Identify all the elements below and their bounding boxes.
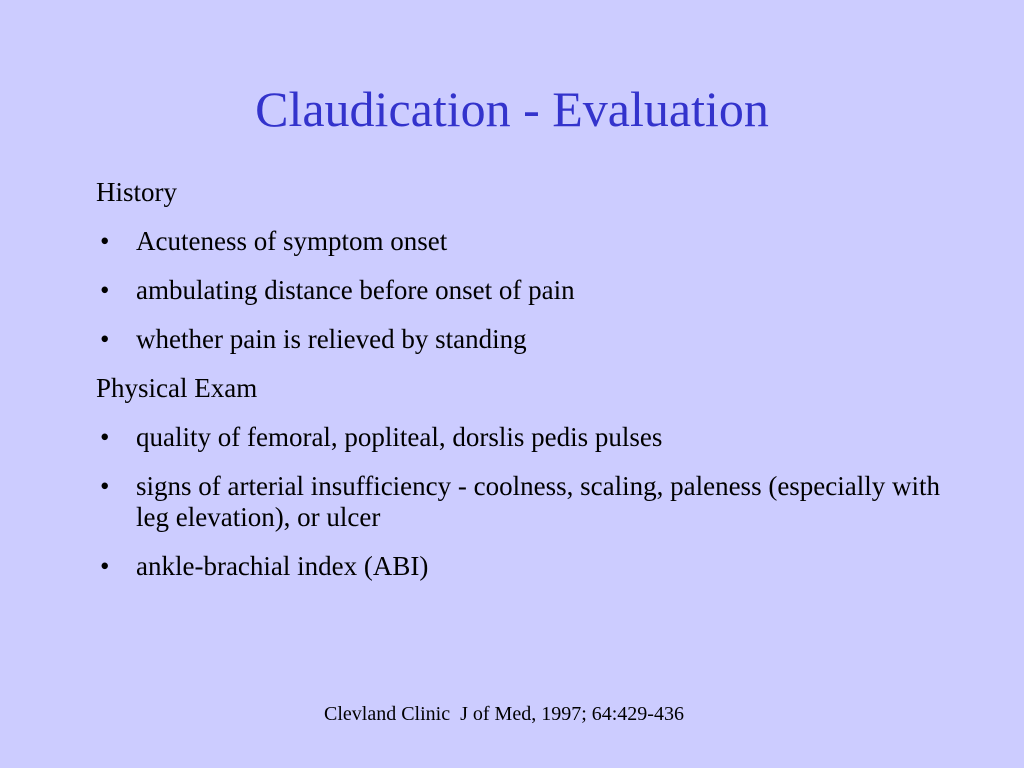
section-heading-history: History <box>96 177 177 207</box>
bullet-text: ankle-brachial index (ABI) <box>136 551 429 581</box>
history-bullet-list <box>96 226 956 355</box>
slide-content <box>96 177 956 600</box>
bullet-item <box>96 471 956 533</box>
bullet-item <box>96 275 956 306</box>
bullet-icon: • <box>100 226 110 256</box>
bullet-text: ambulating distance before onset of pain <box>136 275 575 305</box>
bullet-icon: • <box>100 275 110 305</box>
bullet-icon: • <box>100 324 110 354</box>
citation: Clevland Clinic J of Med, 1997; 64:429-436 <box>324 703 684 725</box>
bullet-item <box>96 324 956 355</box>
bullet-text: whether pain is relieved by standing <box>136 324 527 354</box>
bullet-text: quality of femoral, popliteal, dorslis pedis pulses <box>136 422 663 452</box>
bullet-text: signs of arterial insufficiency - coolness, scaling, paleness (especially with leg elevation), or ulcer <box>136 471 941 532</box>
bullet-text: Acuteness of symptom onset <box>136 226 448 256</box>
bullet-icon: • <box>100 471 110 501</box>
bullet-icon: • <box>100 551 110 581</box>
bullet-item <box>96 551 956 582</box>
bullet-icon: • <box>100 422 110 452</box>
bullet-item <box>96 422 956 453</box>
section-heading-physical-exam: Physical Exam <box>96 373 258 403</box>
physical-exam-bullet-list <box>96 422 956 582</box>
bullet-item <box>96 226 956 257</box>
slide-title: Claudication - Evaluation <box>255 81 769 137</box>
